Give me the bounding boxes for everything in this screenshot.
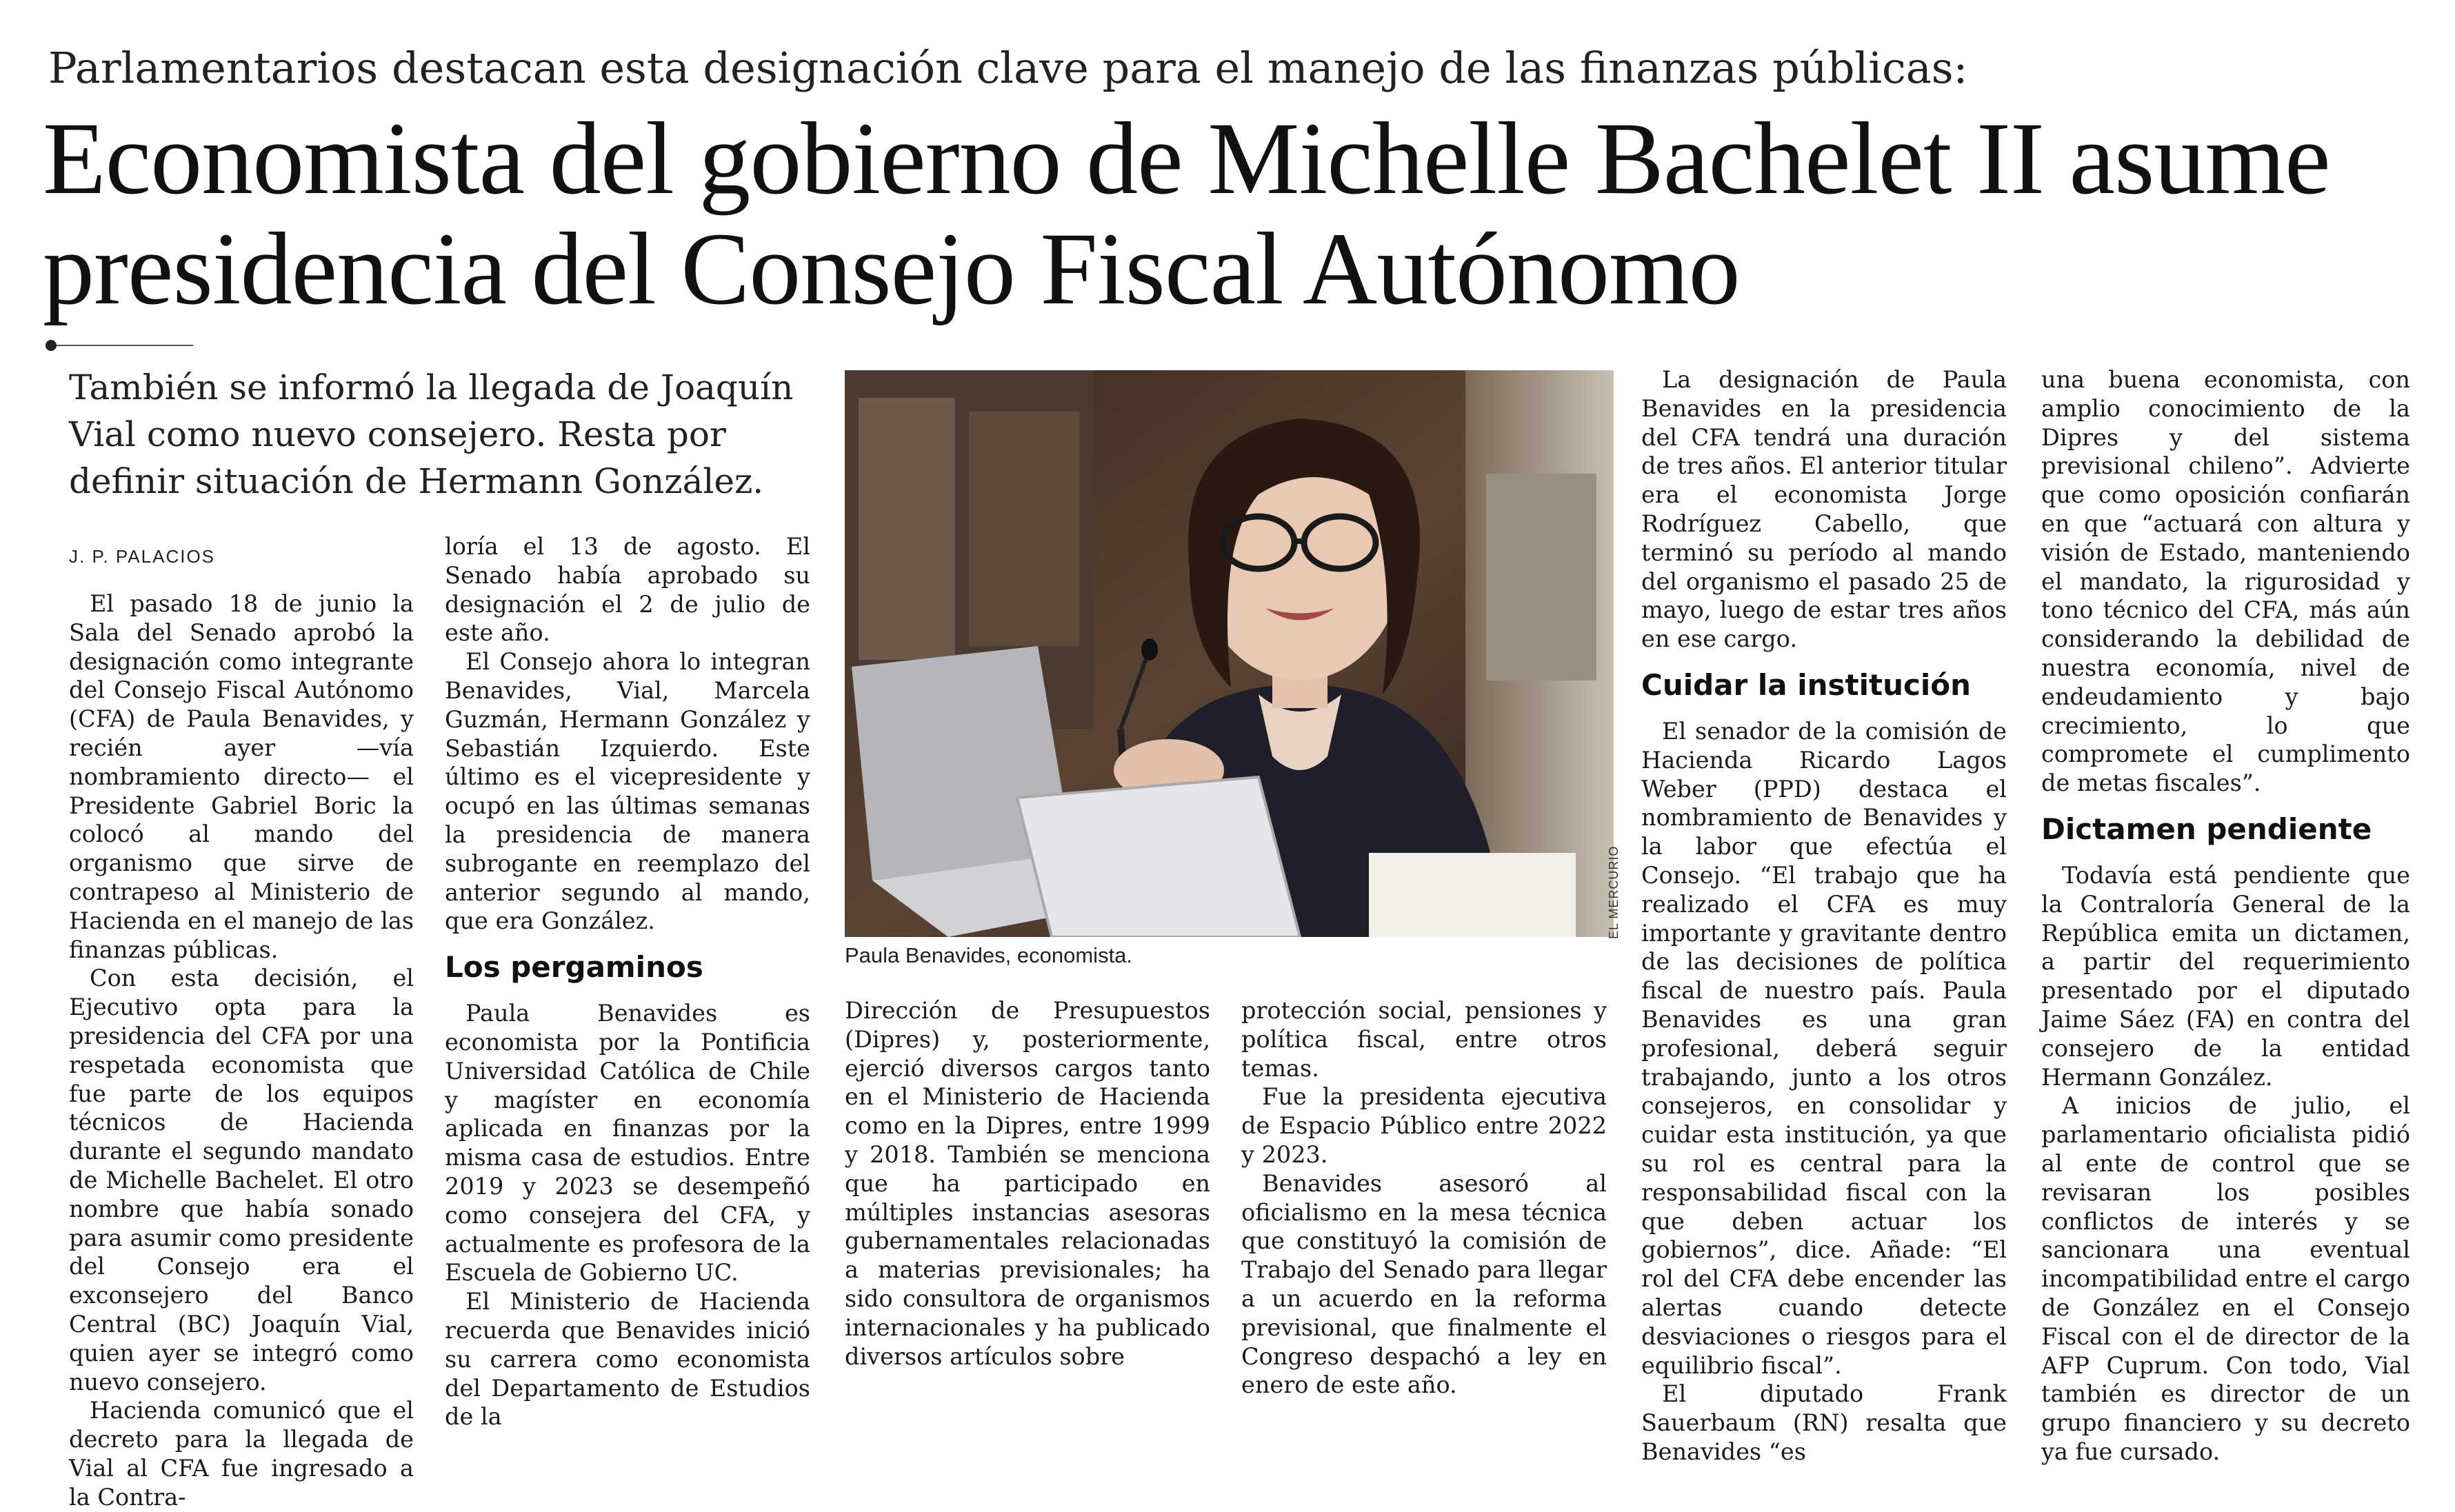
column-2	[445, 532, 810, 1431]
paragraph: El diputado Frank Sauerbaum (RN) resalta que Benavides “es	[1641, 1380, 2007, 1465]
column-5	[1641, 365, 2007, 1466]
paragraph: una buena economista, con amplio conocimiento de la Dipres y del sistema previsional chileno”. Advierte que como oposición confiarán en que “actuará con altura y visión de Estado, manteniendo el mandato, la rigurosidad y tono técnico del CFA, más aún considerando la debilidad de nuestra economía, nivel de endeudamiento y bajo crecimiento, lo que compromete el cumplimento de metas fiscales”.	[2041, 366, 2410, 797]
article-headline: Economista del gobierno de Michelle Bachelet II asume presidencia del Consejo Fiscal Autónomo	[43, 101, 2330, 326]
byline: J. P. PALACIOS	[69, 546, 216, 567]
article-deck: También se informó la llegada de Joaquín Vial como nuevo consejero. Resta por definir situación de Hermann González.	[69, 367, 794, 501]
paragraph: La designación de Paula Benavides en la presidencia del CFA tendrá una duración de tres años. El anterior titular era el economista Jorge Rodríguez Cabello, que terminó su período al mando del organismo el pasado 25 de mayo, luego de estar tres años en ese cargo.	[1641, 366, 2007, 653]
paragraph: loría el 13 de agosto. El Senado había aprobado su designación el 2 de julio de este año.	[445, 533, 810, 647]
paragraph: Paula Benavides es economista por la Pontificia Universidad Católica de Chile y magíster en economía aplicada en finanzas por la misma casa de estudios. Entre 2019 y 2023 se desempeñó como consejera del CFA, y actualmente es profesora de la Escuela de Gobierno UC.	[445, 1000, 810, 1287]
paragraph: Todavía está pendiente que la Contraloría General de la República emita un dictamen, a partir del requerimiento presentado por el diputado Jaime Sáez (FA) en contra del consejero de la entidad Hermann González.	[2041, 861, 2410, 1091]
subheading-dictamen-pendiente: Dictamen pendiente	[2041, 812, 2372, 846]
photo-credit: EL MERCURIO	[1607, 845, 1621, 939]
article-kicker: Parlamentarios destacan esta designación clave para el manejo de las finanzas públicas:	[48, 43, 1968, 93]
paragraph: Con esta decisión, el Ejecutivo opta para la presidencia del CFA por una respetada economista que fue parte de los equipos técnicos de Hacienda durante el segundo mandato de Michelle Bachelet. El otro nombre que había sonado para asumir como presidente del Consejo era el exconsejero del Banco Central (BC) Joaquín Vial, quien ayer se integró como nuevo consejero.	[69, 965, 414, 1395]
paragraph: A inicios de julio, el parlamentario oficialista pidió al ente de control que se revisaran los posibles conflictos de interés y se sancionara una eventual incompatibilidad entre el cargo de González en el Consejo Fiscal con el de director de la AFP Cuprum. Con todo, Vial también es director de un grupo financiero y su decreto ya fue cursado.	[2041, 1092, 2410, 1465]
column-3	[845, 996, 1210, 1371]
paragraph: Hacienda comunicó que el decreto para la llegada de Vial al CFA fue ingresado a la Contra-	[69, 1397, 414, 1511]
paragraph: protección social, pensiones y política fiscal, entre otros temas.	[1241, 997, 1607, 1082]
subheading-pergaminos: Los pergaminos	[445, 950, 703, 985]
column-1	[69, 589, 414, 1512]
divider-dot	[46, 340, 57, 351]
divider-line	[48, 345, 193, 346]
paragraph: El Consejo ahora lo integran Benavides, Vial, Marcela Guzmán, Hermann González y Sebastián Izquierdo. Este último es el vicepresidente y ocupó en las últimas semanas la presidencia de manera subrogante en reemplazo del anterior segundo al mando, que era González.	[445, 648, 810, 935]
paragraph: Dirección de Presupuestos (Dipres) y, posteriormente, ejerció diversos cargos tanto en el Ministerio de Hacienda como en la Dipres, entre 1999 y 2018. También se menciona que ha participado en múltiples instancias asesoras gubernamentales relacionadas a materias previsionales; ha sido consultora de organismos internacionales y ha publicado diversos artículos sobre	[845, 997, 1210, 1370]
column-4	[1241, 996, 1607, 1400]
paragraph: Fue la presidenta ejecutiva de Espacio Público entre 2022 y 2023.	[1241, 1083, 1607, 1168]
column-6	[2041, 365, 2410, 1466]
paragraph: El pasado 18 de junio la Sala del Senado aprobó la designación como integrante del Consejo Fiscal Autónomo (CFA) de Paula Benavides, y recién ayer —vía nombramiento directo— el Presidente Gabriel Boric la colocó al mando del organismo que sirve de contrapeso al Ministerio de Hacienda en el manejo de las finanzas públicas.	[69, 590, 414, 963]
photo-of-woman-speaking-icon	[845, 370, 1614, 937]
paragraph: El senador de la comisión de Hacienda Ricardo Lagos Weber (PPD) destaca el nombramiento de Benavides y la labor que efectúa el Consejo. “El trabajo que ha realizado el CFA es muy importante y gravitante dentro de las decisiones de política fiscal de nuestro país. Paula Benavides es una gran profesional, deberá seguir trabajando, junto a los otros consejeros, en consolidar y cuidar esta institución, ya que su rol es central para la responsabilidad fiscal con la que deben actuar los gobiernos”, dice. Añade: “El rol del CFA debe encender las alertas cuando detecte desviaciones o riesgos para el equilibrio fiscal”.	[1641, 717, 2007, 1379]
photo-caption: Paula Benavides, economista.	[845, 943, 1133, 967]
paragraph: El Ministerio de Hacienda recuerda que Benavides inició su carrera como economista del Departamento de Estudios de la	[445, 1288, 810, 1431]
subheading-cuidar-institucion: Cuidar la institución	[1641, 667, 1972, 702]
article-photo	[845, 370, 1614, 937]
paragraph: Benavides asesoró al oficialismo en la mesa técnica que constituyó la comisión de Trabajo del Senado para llegar a un acuerdo en la reforma previsional, que finalmente el Congreso despachó a ley en enero de este año.	[1241, 1169, 1607, 1399]
